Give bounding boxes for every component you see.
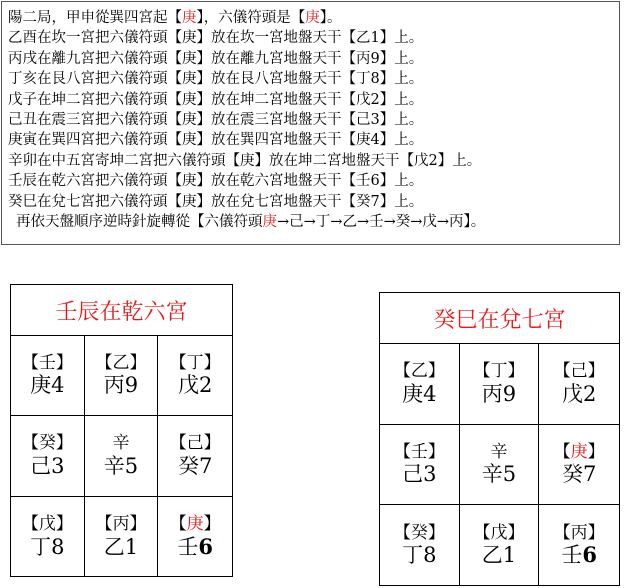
palace-cell bbox=[158, 497, 232, 577]
earth-stem: 丁8 bbox=[402, 543, 437, 568]
text-segment: 】，六儀符頭是【 bbox=[196, 10, 306, 26]
heaven-stem: 【戊】 bbox=[21, 513, 73, 534]
text-segment: 丁亥在艮八宮把六儀符頭【庚】放在艮八宮地盤天干【丁8】上。 bbox=[8, 71, 424, 88]
earth-stem: 庚4 bbox=[402, 381, 437, 406]
grid-left-title: 壬辰在乾六宮 bbox=[11, 285, 232, 336]
text-segment: 癸巳在兌七宮把六儀符頭【庚】放在兌七宮地盤天干【癸7】上。 bbox=[8, 193, 424, 210]
grid-right bbox=[379, 292, 620, 586]
earth-stem: 丁8 bbox=[30, 534, 65, 559]
palace-cell bbox=[539, 505, 619, 586]
earth-stem: 壬6 bbox=[561, 542, 597, 568]
text-segment: 】。 bbox=[319, 10, 342, 26]
palace-cell bbox=[460, 425, 540, 506]
earth-stem: 辛5 bbox=[481, 462, 517, 487]
text-line bbox=[8, 192, 619, 212]
text-segment: 陽二局，甲申從巽四宮起【 bbox=[8, 10, 182, 26]
palace-cell bbox=[539, 425, 619, 506]
palace-cell bbox=[158, 336, 232, 416]
heaven-stem: 【丁】 bbox=[473, 360, 525, 381]
text-segment: 庚 bbox=[262, 214, 277, 231]
palace-cell bbox=[158, 416, 232, 496]
palace-cell bbox=[460, 505, 540, 586]
text-segment: 庚寅在巽四宮把六儀符頭【庚】放在巽四宮地盤天干【庚4】上。 bbox=[8, 132, 424, 149]
text-line bbox=[8, 28, 619, 48]
earth-stem: 丙9 bbox=[481, 381, 517, 406]
earth-stem: 戊2 bbox=[177, 373, 213, 398]
heaven-stem: 【己】 bbox=[169, 433, 221, 454]
palace-cell bbox=[11, 497, 85, 577]
earth-stem: 乙1 bbox=[481, 543, 517, 568]
palace-cell bbox=[460, 344, 540, 425]
earth-stem: 乙1 bbox=[103, 534, 139, 559]
palace-cell bbox=[380, 425, 460, 506]
earth-stem: 丙9 bbox=[103, 373, 139, 398]
text-segment: 再依天盤順序逆時針旋轉從【六儀符頭 bbox=[16, 214, 263, 231]
earth-stem: 癸7 bbox=[177, 453, 213, 478]
text-line bbox=[8, 110, 619, 130]
explanation-textbox bbox=[1, 1, 620, 245]
heaven-stem: 【丙】 bbox=[95, 513, 147, 534]
text-segment: 壬辰在乾六宮把六儀符頭【庚】放在乾六宮地盤天干【壬6】上。 bbox=[8, 173, 424, 190]
heaven-stem: 【戊】 bbox=[473, 522, 525, 543]
text-line bbox=[8, 151, 619, 171]
text-segment: →己→丁→乙→壬→癸→戊→丙】。 bbox=[277, 214, 486, 231]
palace-cell bbox=[380, 344, 460, 425]
heaven-stem: 【庚】 bbox=[553, 441, 605, 462]
text-segment: 丙戌在離九宮把六儀符頭【庚】放在離九宮地盤天干【丙9】上。 bbox=[8, 50, 424, 67]
heaven-stem: 【庚】 bbox=[169, 513, 221, 534]
heaven-stem: 辛 bbox=[490, 441, 508, 462]
grid-left-cells bbox=[11, 336, 232, 577]
palace-cell bbox=[11, 416, 85, 496]
earth-stem: 壬6 bbox=[177, 533, 213, 559]
heaven-stem: 【丙】 bbox=[553, 522, 605, 543]
heaven-stem: 【癸】 bbox=[393, 522, 445, 543]
text-line bbox=[8, 90, 619, 110]
palace-cell bbox=[11, 336, 85, 416]
palace-cell bbox=[85, 497, 159, 577]
grid-right-title: 癸巳在兌七宮 bbox=[380, 293, 619, 344]
text-line bbox=[8, 130, 619, 150]
text-segment: 庚 bbox=[182, 10, 197, 26]
earth-stem: 己3 bbox=[402, 462, 437, 487]
text-segment: 己丑在震三宮把六儀符頭【庚】放在震三宮地盤天干【己3】上。 bbox=[8, 112, 424, 129]
earth-stem: 戊2 bbox=[561, 381, 597, 406]
earth-stem: 己3 bbox=[30, 453, 65, 478]
text-segment: 辛卯在中五宮寄坤二宮把六儀符頭【庚】放在坤二宮地盤天干【戊2】上。 bbox=[8, 152, 482, 169]
heaven-stem: 辛 bbox=[112, 433, 130, 454]
palace-cell bbox=[85, 336, 159, 416]
earth-stem: 癸7 bbox=[561, 462, 597, 487]
heaven-stem: 【壬】 bbox=[393, 441, 445, 462]
heaven-stem: 【己】 bbox=[553, 360, 605, 381]
grid-right-cells bbox=[380, 344, 619, 586]
text-segment: 庚 bbox=[305, 10, 320, 26]
text-line bbox=[8, 49, 619, 69]
heaven-stem: 【壬】 bbox=[21, 352, 73, 373]
earth-stem: 庚4 bbox=[30, 373, 65, 398]
palace-cell bbox=[380, 505, 460, 586]
text-segment: 戊子在坤二宮把六儀符頭【庚】放在坤二宮地盤天干【戊2】上。 bbox=[8, 91, 424, 108]
heaven-stem: 【癸】 bbox=[21, 433, 73, 454]
heaven-stem: 【乙】 bbox=[95, 352, 147, 373]
text-line bbox=[8, 212, 619, 232]
heaven-stem: 【乙】 bbox=[393, 360, 445, 381]
palace-cell bbox=[85, 416, 159, 496]
earth-stem: 辛5 bbox=[103, 453, 139, 478]
text-segment: 乙酉在坎一宮把六儀符頭【庚】放在坎一宮地盤天干【乙1】上。 bbox=[8, 30, 424, 47]
text-line bbox=[8, 8, 619, 28]
text-line bbox=[8, 171, 619, 191]
grid-left bbox=[10, 284, 233, 577]
palace-cell bbox=[539, 344, 619, 425]
text-line bbox=[8, 69, 619, 89]
heaven-stem: 【丁】 bbox=[169, 352, 221, 373]
